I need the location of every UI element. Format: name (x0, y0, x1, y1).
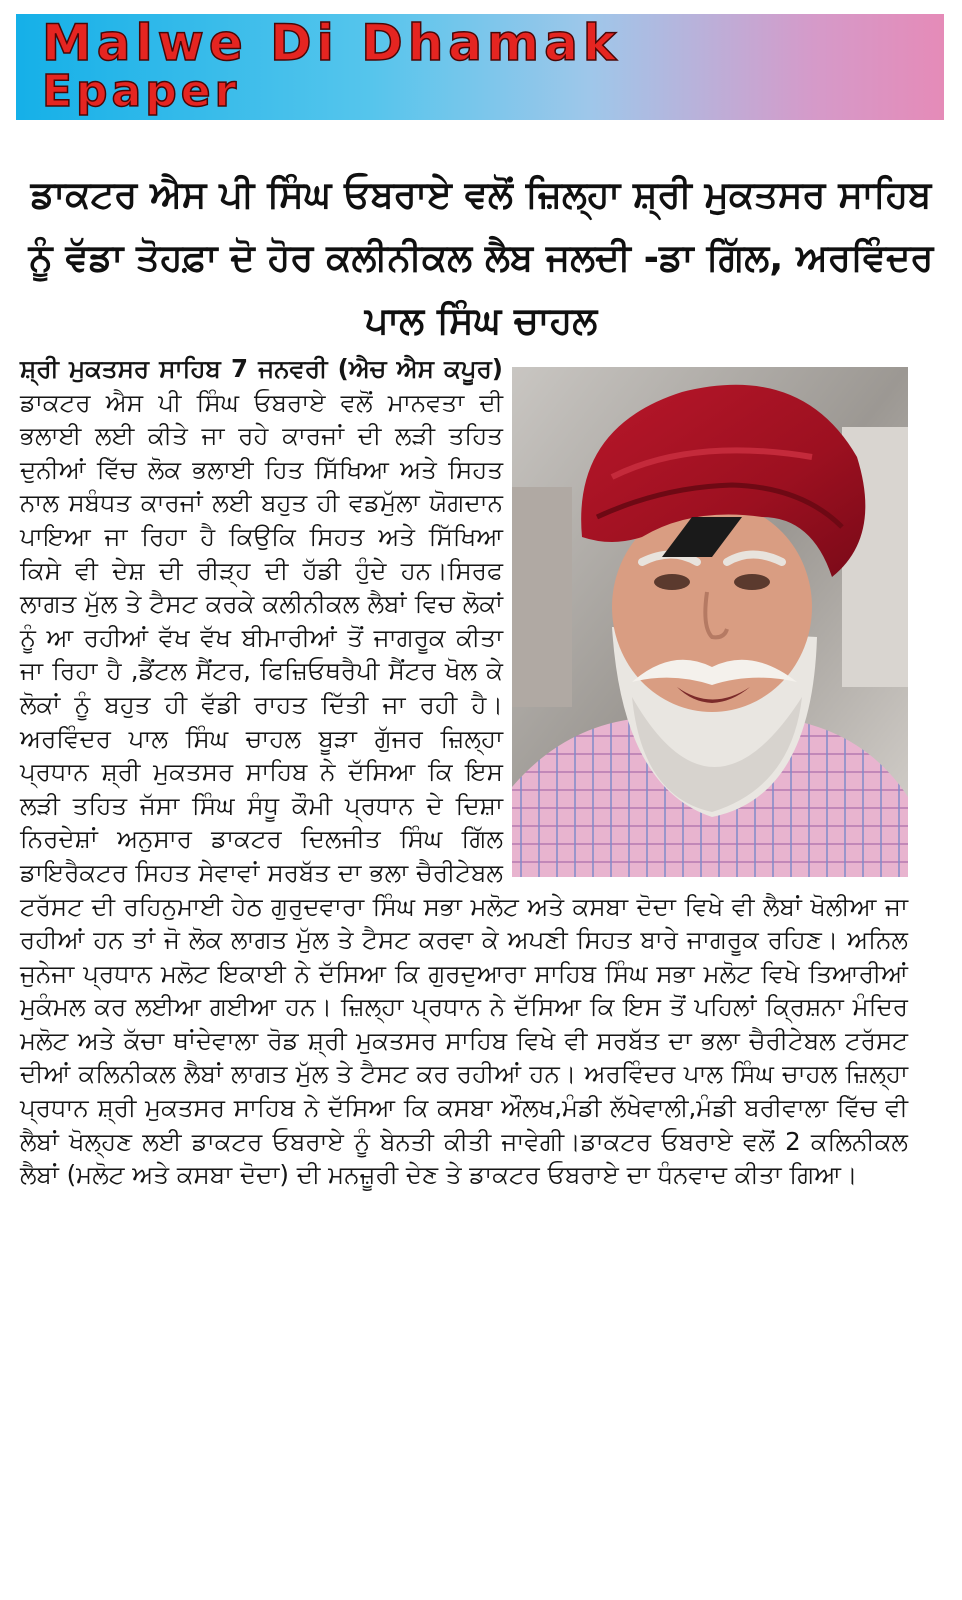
article-body (20, 352, 908, 1192)
article-text: ਡਾਕਟਰ ਐਸ ਪੀ ਸਿੰਘ ਓਬਰਾਏ ਵਲੋਂ ਮਾਨਵਤਾ ਦੀ ਭਲਾਈ ਲਈ ਕੀਤੇ ਜਾ ਰਹੇ ਕਾਰਜਾਂ ਦੀ ਲੜੀ ਤਹਿਤ ਦੁਨੀਆਂ ਵਿੱਚ ਲੋਕ ਭਲਾਈ ਹਿਤ ਸਿੱਖਿਆ ਅਤੇ ਸਿਹਤ ਨਾਲ ਸਬੰਧਤ ਕਾਰਜਾਂ ਲਈ ਬਹੁਤ ਹੀ ਵਡਮੁੱਲਾ ਯੋਗਦਾਨ ਪਾਇਆ ਜਾ ਰਿਹਾ ਹੈ ਕਿਉਕਿ ਸਿਹਤ ਅਤੇ ਸਿੱਖਿਆ ਕਿਸੇ ਵੀ ਦੇਸ਼ ਦੀ ਰੀੜ੍ਹ ਦੀ ਹੱਡੀ ਹੁੰਦੇ ਹਨ।ਸਿਰਫ ਲਾਗਤ ਮੁੱਲ ਤੇ ਟੈਸਟ ਕਰਕੇ ਕਲੀਨੀਕਲ ਲੈਬਾਂ ਵਿਚ ਲੋਕਾਂ ਨੂੰ ਆ ਰਹੀਆਂ ਵੱਖ ਵੱਖ ਬੀਮਾਰੀਆਂ ਤੋਂ ਜਾਗਰੂਕ ਕੀਤਾ ਜਾ ਰਿਹਾ ਹੈ ,ਡੈਂਟਲ ਸੈਂਟਰ, ਫਿਜ਼ਿਓਥਰੈਪੀ ਸੈਂਟਰ ਖੋਲ ਕੇ ਲੋਕਾਂ ਨੂੰ ਬਹੁਤ ਹੀ ਵੱਡੀ ਰਾਹਤ ਦਿੱਤੀ ਜਾ ਰਹੀ ਹੈ। ਅਰਵਿੰਦਰ ਪਾਲ ਸਿੰਘ ਚਾਹਲ ਬੂੜਾ ਗੁੱਜਰ ਜ਼ਿਲ੍ਹਾ ਪ੍ਰਧਾਨ ਸ਼੍ਰੀ ਮੁਕਤਸਰ ਸਾਹਿਬ ਨੇ ਦੱਸਿਆ ਕਿ ਇਸ ਲੜੀ ਤਹਿਤ ਜੱਸਾ ਸਿੰਘ ਸੰਧੂ ਕੌਮੀ ਪ੍ਰਧਾਨ ਦੇ ਦਿਸ਼ਾ ਨਿਰਦੇਸ਼ਾਂ ਅਨੁਸਾਰ ਡਾਕਟਰ ਦਿਲਜੀਤ ਸਿੰਘ ਗਿੱਲ ਡਾਇਰੈਕਟਰ ਸਿਹਤ ਸੇਵਾਵਾਂ ਸਰਬੱਤ ਦਾ ਭਲਾ ਚੈਰੀਟੇਬਲ ਟਰੱਸਟ ਦੀ ਰਹਿਨੁਮਾਈ ਹੇਠ ਗੁਰੁਦਵਾਰਾ ਸਿੰਘ ਸਭਾ ਮਲੋਟ ਅਤੇ ਕਸਬਾ ਦੋਦਾ ਵਿਖੇ ਵੀ ਲੈਬਾਂ ਖੋਲੀਆ ਜਾ ਰਹੀਆਂ ਹਨ ਤਾਂ ਜੋ ਲੋਕ ਲਾਗਤ ਮੁੱਲ ਤੇ ਟੈਸਟ ਕਰਵਾ ਕੇ ਅਪਣੀ ਸਿਹਤ ਬਾਰੇ ਜਾਗਰੂਕ ਰਹਿਣ। ਅਨਿਲ ਜੁਨੇਜਾ ਪ੍ਰਧਾਨ ਮਲੋਟ ਇਕਾਈ ਨੇ ਦੱਸਿਆ ਕਿ ਗੁਰਦੁਆਰਾ ਸਾਹਿਬ ਸਿੰਘ ਸਭਾ ਮਲੋਟ ਵਿਖੇ ਤਿਆਰੀਆਂ ਮੁਕੰਮਲ ਕਰ ਲਈਆ ਗਈਆ ਹਨ। ਜ਼ਿਲ੍ਹਾ ਪ੍ਰਧਾਨ ਨੇ ਦੱਸਿਆ ਕਿ ਇਸ ਤੋਂ ਪਹਿਲਾਂ ਕ੍ਰਿਸ਼ਨਾ ਮੰਦਿਰ ਮਲੋਟ ਅਤੇ ਕੱਚਾ ਥਾਂਦੇਵਾਲਾ ਰੋਡ ਸ਼੍ਰੀ ਮੁਕਤਸਰ ਸਾਹਿਬ ਵਿਖੇ ਵੀ ਸਰਬੱਤ ਦਾ ਭਲਾ ਚੈਰੀਟੇਬਲ ਟਰੱਸਟ ਦੀਆਂ ਕਲਿਨੀਕਲ ਲੈਬਾਂ ਲਾਗਤ ਮੁੱਲ ਤੇ ਟੈਸਟ ਕਰ ਰਹੀਆਂ ਹਨ। ਅਰਵਿੰਦਰ ਪਾਲ ਸਿੰਘ ਚਾਹਲ ਜ਼ਿਲ੍ਹਾ ਪ੍ਰਧਾਨ ਸ਼੍ਰੀ ਮੁਕਤਸਰ ਸਾਹਿਬ ਨੇ ਦੱਸਿਆ ਕਿ ਕਸਬਾ ਔਲਖ,ਮੰਡੀ ਲੱਖੇਵਾਲੀ,ਮੰਡੀ ਬਰੀਵਾਲਾ ਵਿੱਚ ਵੀ ਲੈਬਾਂ ਖੋਲ੍ਹਣ ਲਈ ਡਾਕਟਰ ਓਬਰਾਏ ਨੂੰ ਬੇਨਤੀ ਕੀਤੀ ਜਾਵੇਗੀ।ਡਾਕਟਰ ਓਬਰਾਏ ਵਲੋਂ 2 ਕਲਿਨੀਕਲ ਲੈਬਾਂ (ਮਲੋਟ ਅਤੇ ਕਸਬਾ ਦੋਦਾ) ਦੀ ਮਨਜ਼ੂਰੀ ਦੇਣ ਤੇ ਡਾਕਟਰ ਓਬਰਾਏ ਦਾ ਧੰਨਵਾਦ ਕੀਤਾ ਗਿਆ। (20, 387, 908, 1190)
article-headline: ਡਾਕਟਰ ਐਸ ਪੀ ਸਿੰਘ ਓਬਰਾਏ ਵਲੋਂ ਜ਼ਿਲ੍ਹਾ ਸ਼੍ਰੀ ਮੁਕਤਸਰ ਸਾਹਿਬ ਨੂੰ ਵੱਡਾ ਤੋਹਫ਼ਾ ਦੋ ਹੋਰ ਕਲੀਨੀਕਲ ਲੈਬ ਜਲਦੀ -ਡਾ ਗਿੱਲ, ਅਰਵਿੰਦਰ ਪਾਲ ਸਿੰਘ ਚਾਹਲ (28, 173, 934, 342)
article-dateline: ਸ਼੍ਰੀ ਮੁਕਤਸਰ ਸਾਹਿਬ 7 ਜਨਵਰੀ (ਐਚ ਐਸ ਕਪੂਰ) (20, 354, 503, 383)
masthead-banner (16, 14, 944, 120)
masthead-title: Malwe Di Dhamak (42, 14, 622, 72)
photo-wrap-spacer (503, 352, 908, 880)
masthead-subtitle: Epaper (42, 66, 241, 117)
